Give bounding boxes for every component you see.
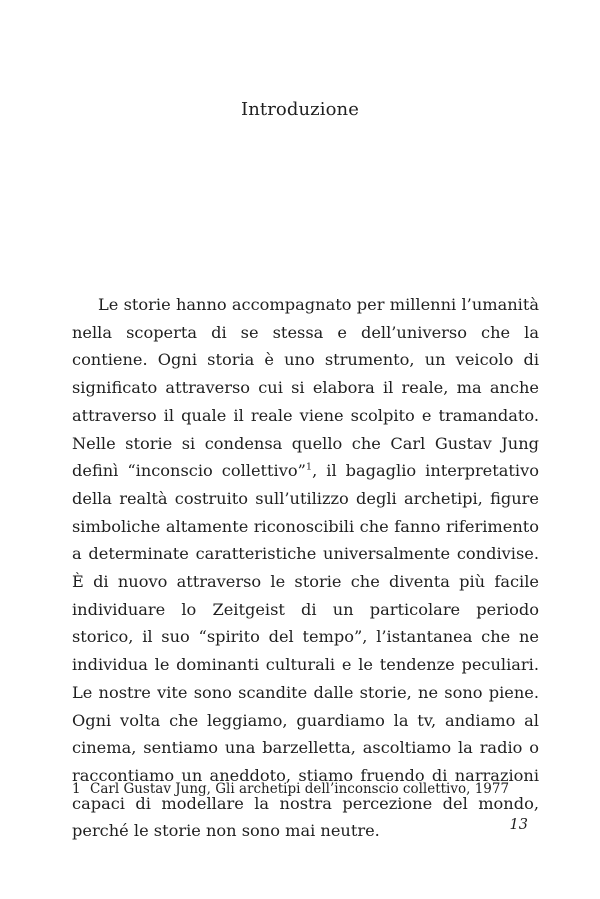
- paragraph-text-part-1: Le storie hanno accompagnato per millenni l’umanità nella scoperta di se stessa e dell’universo che la contiene. Ogni storia è uno strumento, un veicolo di significato attraverso cui si elabora il reale, ma anche attraverso il quale il reale viene scolpito e tramandato. Nelle storie si condensa quello che Carl Gustav Jung definì “inconscio collettivo”: [72, 295, 539, 481]
- chapter-title: Introduzione: [240, 99, 359, 120]
- page-number: 13: [509, 817, 528, 833]
- footnote-text: Carl Gustav Jung, Gli archetipi dell’inconscio collettivo, 1977: [90, 781, 510, 797]
- body-paragraph: [72, 291, 539, 845]
- footnote: [72, 779, 532, 799]
- paragraph-text-part-2: , il bagaglio interpretativo della realtà costruito sull’utilizzo degli archetipi, figure simboliche altamente riconoscibili che fanno riferimento a determinate caratteristiche universalmente condivise. È di nuovo attraverso le storie che diventa più facile individuare lo Zeitgeist di un particolare periodo storico, il suo “spirito del tempo”, l’istantanea che ne individua le dominanti culturali e le tendenze peculiari. Le nostre vite sono scandite dalle storie, ne sono piene. Ogni volta che leggiamo, guardiamo la tv, andiamo al cinema, sentiamo una barzelletta, ascoltiamo la radio o raccontiamo un aneddoto, stiamo fruendo di narrazioni capaci di modellare la nostra percezione del mondo, perché le storie non sono mai neutre.: [72, 461, 539, 841]
- footnote-reference: 1: [305, 461, 313, 473]
- footnote-number: 1: [72, 781, 81, 797]
